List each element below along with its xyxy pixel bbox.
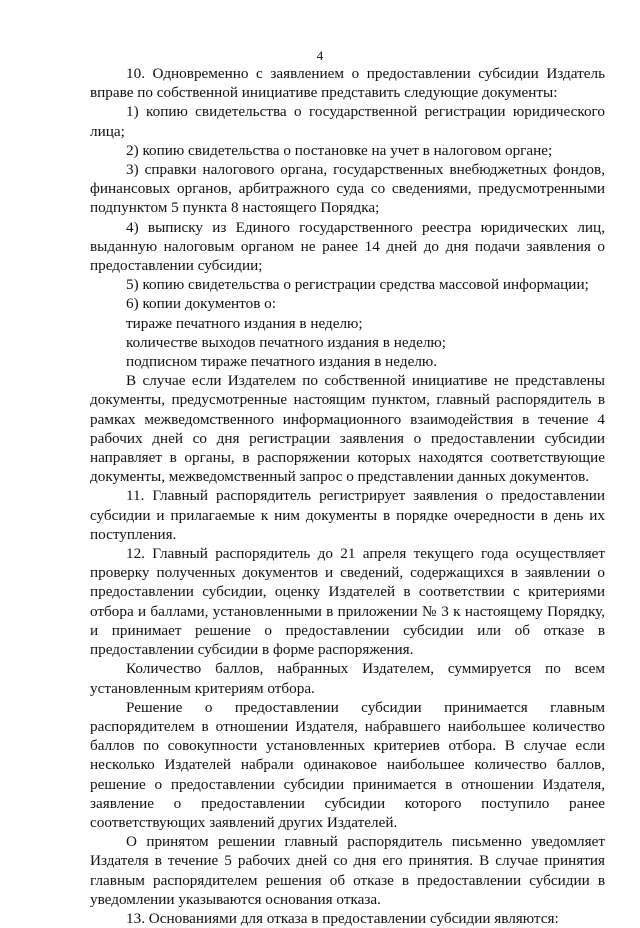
paragraph-decision: Решение о предоставлении субсидии принимается главным распорядителем в отношении Издателя, набравшего наибольшее количество баллов по совокупности установленных критериев отбора. В случае если несколько Издателей набрали одинаковое наибольшее количество баллов, решение о предоставлении субсидии принимается в отношении Издателя, заявление о предоставлении субсидии которого поступило ранее соответствующих заявлений других Издателей.	[90, 698, 605, 831]
sub-item-circulation: тираже печатного издания в неделю;	[126, 314, 363, 332]
list-item-2: 2) копию свидетельства о постановке на учет в налоговом органе;	[126, 141, 553, 159]
page-number: 4	[316, 48, 324, 63]
document-body	[90, 64, 605, 928]
sub-item-issues: количестве выходов печатного издания в неделю;	[126, 333, 446, 351]
list-item-3: 3) справки налогового органа, государственных внебюджетных фондов, финансовых органов, арбитражного суда со сведениями, предусмотренными подпунктом 5 пункта 8 настоящего Порядка;	[90, 161, 605, 217]
list-item-6: 6) копии документов о:	[126, 295, 276, 313]
paragraph-notification: О принятом решении главный распорядитель письменно уведомляет Издателя в течение 5 рабочих дней со дня его принятия. В случае принятия главным распорядителем решения об отказе в предоставлении субсидии в уведомлении указываются основания отказа.	[90, 833, 605, 908]
sub-item-subscription: подписном тираже печатного издания в неделю.	[126, 353, 438, 371]
paragraph-10: 10. Одновременно с заявлением о предоставлении субсидии Издатель вправе по собственной инициативе представить следующие документы:	[90, 65, 605, 102]
paragraph-12: 12. Главный распорядитель до 21 апреля текущего года осуществляет проверку полученных документов и сведений, содержащихся в заявлении о предоставлении субсидии, оценку Издателей в соответствии с критериями отбора и баллами, установленными в приложении № 3 к настоящему Порядку, и принимает решение о предоставлении субсидии или об отказе в предоставлении субсидии в форме распоряжения.	[90, 545, 605, 659]
list-item-5: 5) копию свидетельства о регистрации средства массовой информации;	[126, 276, 589, 294]
paragraph-points-sum: Количество баллов, набранных Издателем, суммируется по всем установленным критериям отбора.	[90, 660, 605, 697]
paragraph-13: 13. Основаниями для отказа в предоставлении субсидии являются:	[126, 909, 559, 927]
list-item-4: 4) выписку из Единого государственного реестра юридических лиц, выданную налоговым органом не ранее 14 дней до дня подачи заявления о предоставлении субсидии;	[90, 218, 605, 275]
paragraph-interagency-request: В случае если Издателем по собственной инициативе не представлены документы, предусмотренные настоящим пунктом, главный распорядитель в рамках межведомственного информационного взаимодействия в течение 4 рабочих дней со дня регистрации заявления о предоставлении субсидии направляет в органы, в распоряжении которых находятся соответствующие документы, межведомственный запрос о представлении данных документов.	[90, 372, 605, 486]
list-item-1: 1) копию свидетельства о государственной регистрации юридического лица;	[90, 103, 605, 140]
paragraph-11: 11. Главный распорядитель регистрирует заявления о предоставлении субсидии и прилагаемые к ним документы в порядке очередности в день их поступления.	[90, 487, 605, 543]
